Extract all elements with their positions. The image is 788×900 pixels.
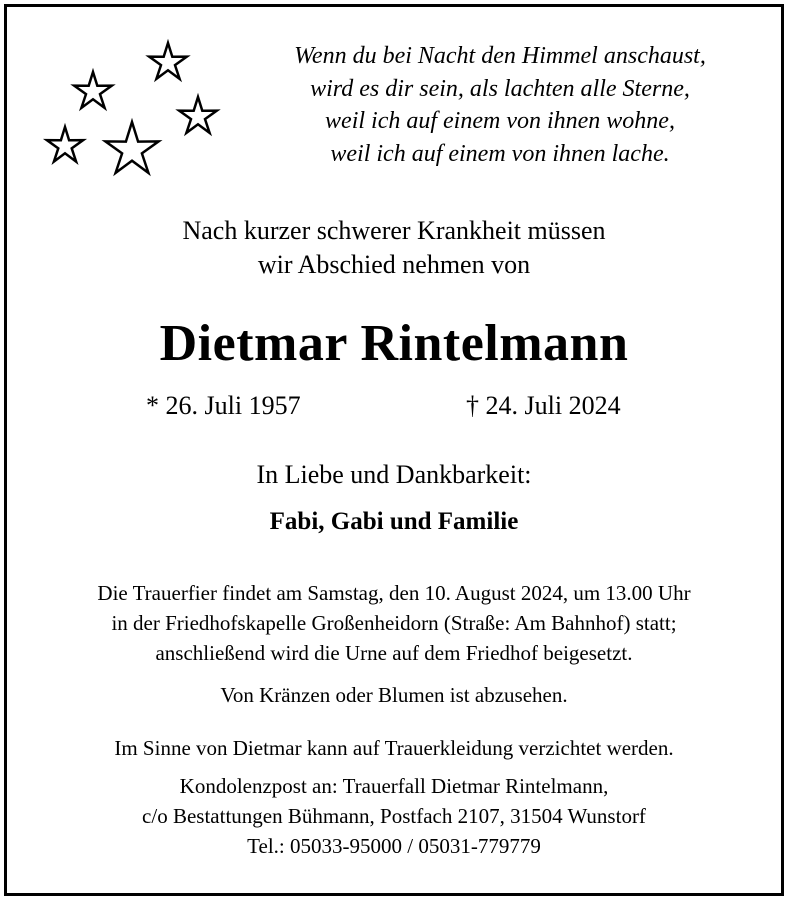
stars-icon [40,38,230,188]
condolence-address [0,771,788,861]
star-icon [179,97,217,133]
star-icon [47,127,83,162]
star-icon [105,122,158,173]
intro-text [0,214,788,282]
poem-line: wird es dir sein, als lachten alle Sterne, [310,75,690,102]
poem-line: weil ich auf einem von ihnen wohne, [325,108,675,134]
condolence-line: c/o Bestattungen Bühmann, Postfach 2107, 31504 Wunstorf [142,804,646,828]
deceased-name: Dietmar Rintelmann [159,315,629,372]
service-line: in der Friedhofskapelle Großenheidorn (Straße: Am Bahnhof) statt; [111,611,677,635]
birth-date: * 26. Juli 1957 [146,391,301,420]
poem-line: Wenn du bei Nacht den Himmel anschaust, [294,43,706,69]
condolence-line: Kondolenzpost an: Trauerfall Dietmar Rintelmann, [179,774,609,798]
poem [250,40,750,170]
death-date: † 24. Juli 2024 [466,391,621,420]
service-line: Die Trauerfier findet am Samstag, den 10. August 2024, um 13.00 Uhr [97,581,691,605]
funeral-service-info [0,578,788,668]
intro-line: Nach kurzer schwerer Krankheit müssen [182,216,606,245]
condolence-line: Tel.: 05033-95000 / 05031-779779 [247,834,541,858]
intro-line: wir Abschied nehmen von [257,250,531,279]
clothing-note: Im Sinne von Dietmar kann auf Trauerkleidung verzichtet werden. [114,736,674,760]
mourners-names: Fabi, Gabi und Familie [269,508,519,535]
poem-line: weil ich auf einem von ihnen lache. [330,140,670,167]
star-icon [74,72,112,108]
gratitude-heading: In Liebe und Dankbarkeit: [256,460,532,489]
service-line: anschließend wird die Urne auf dem Friedhof beigesetzt. [155,641,633,665]
star-icon [149,43,187,79]
flowers-note: Von Kränzen oder Blumen ist abzusehen. [220,683,568,707]
